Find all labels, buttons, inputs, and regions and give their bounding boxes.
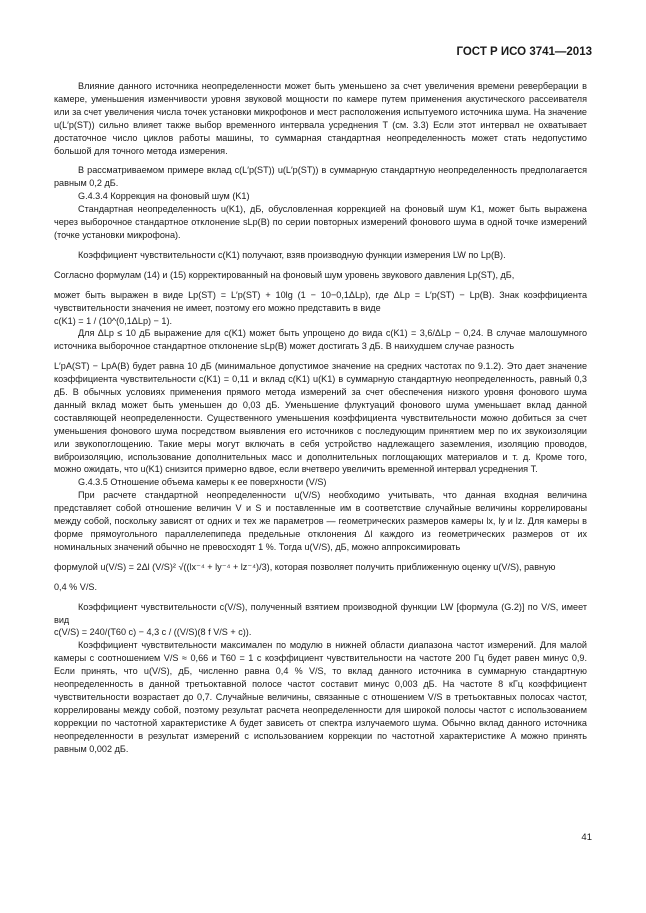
paragraph: Коэффициент чувствительности c(K1) получают, взяв производную функции измерения LW по Lp(B). <box>78 249 506 260</box>
formula: c(V/S) = 240/(T60 c) − 4,3 c / ((V/S)(8 f V/S + c)). <box>54 627 252 638</box>
section-heading: G.4.3.5 Отношение объема камеры к ее поверхности (V/S) <box>78 477 327 488</box>
formula-paragraph: формулой u(V/S) = 2Δl (V/S)² √((lx⁻⁴ + ly⁻⁴ + lz⁻⁴)/3), которая позволяет получить приближенную оценку u(V/S), равную <box>54 561 556 572</box>
paragraph: В рассматриваемом примере вклад c(L′p(ST)) u(L′p(ST)) в суммарную стандартную неопределенность предполагается равным 0,2 дБ. <box>54 165 587 189</box>
paragraph: Согласно формулам (14) и (15) корректированный на фоновый шум уровень звукового давления Lp(ST), дБ, <box>54 269 515 280</box>
formula: c(K1) = 1 / (10^(0,1ΔLp) − 1). <box>54 315 173 326</box>
section-heading: G.4.3.4 Коррекция на фоновый шум (K1) <box>78 191 250 202</box>
paragraph: Коэффициент чувствительности максимален по модулю в нижней области диапазона частот измерений. Для малой камеры с соотношением V/S ≈ 0,66 и T60 = 1 с коэффициент чувствительности на частоте 200 Гц будет равен минус 0,9. Если принять, что u(V/S), дБ, численно равна 0,4 % V/S, то вклад данного источника в суммарную стандартную неопределенность в данной третьоктавной полосе частот составит минус 0,003 дБ. На частоте 8 кГц коэффициент чувствительности возрастает до 0,7. Случайные величины, связанные с отношением V/S в третьоктавных полосах частот, коррелированы между собой, поэтому результат расчета неопределенности для широкой полосы частот с использованием коррекции по частотной характеристике A будет зависеть от спектра излучаемого шума. Обычно вклад данного источника неопределенности в результат измерений с использованием коррекции по частотной характеристике A можно принять равным 0,002 дБ. <box>54 640 587 754</box>
paragraph: Коэффициент чувствительности c(V/S), полученный взятием производной функции LW [формула (G.2)] по V/S, имеет вид <box>54 601 587 625</box>
paragraph: L′pA(ST) − LpA(B) будет равна 10 дБ (минимальное допустимое значение на средних частотах по 9.1.2). Это дает значение коэффициента чувствительности c(K1) = 0,11 и вклад c(K1) u(K1) в суммарную стандартную неопределенность, равный 0,3 дБ. В обычных условиях применения прямого метода измерений за счет обеспечения низкого уровня фонового шума данный вклад может быть уменьшен до 0,03 дБ. Уменьшение флуктуаций фонового шума уменьшает вклад данной составляющей неопределенности. Существенного уменьшения коэффициента чувствительности можно добиться за счет уменьшения фонового шума посредством выявления его источников с последующим принятием мер по их звукоизоляции или звукопоглощению. Такие меры могут включать в себя устройство надлежащего заземления, изоляцию проводов, виброизоляцию, использование дополнительных масс и дополнительных поглощающих материалов и т. д. Кроме того, можно ожидать, что u(K1) снизится примерно вдвое, если вчетверо увеличить временной интервал усреднения T. <box>54 361 587 475</box>
paragraph: Влияние данного источника неопределенности может быть уменьшено за счет увеличения времени реверберации в камере, уменьшения изменчивости уровня звуковой мощности по камере путем применения акустического рассеивателя или за счет увеличения числа точек установки микрофонов и мест расположения испытуемого источника шума. На значение u(L′p(ST)) сильно влияет также выбор временного интервала усреднения T (см. 3.3) Если этот интервал не охватывает достаточное число циклов работы машины, то суммарная стандартная неопределенность может стать недопустимо большой для точного метода измерения. <box>54 81 587 156</box>
document-header: ГОСТ Р ИСО 3741—2013 <box>456 46 592 58</box>
paragraph: 0,4 % V/S. <box>54 581 97 592</box>
paragraph: может быть выражен в виде Lp(ST) = L′p(ST) + 10lg (1 − 10−0,1ΔLp), где ΔLp = L′p(ST) − Lp(B). Знак коэффициента чувствительности значения не имеет, поэтому его можно представить в виде <box>54 289 587 313</box>
paragraph: Стандартная неопределенность u(K1), дБ, обусловленная коррекцией на фоновый шум K1, может быть выражена через выборочное стандартное отклонение sLp(B) по серии повторных измерений фонового шума в одной точке измерений (точке установки микрофона). <box>54 204 587 240</box>
paragraph: При расчете стандартной неопределенности u(V/S) необходимо учитывать, что данная входная величина представляет собой отношение величин V и S и поставленные им в соответствие случайные величины коррелированы между собой, поскольку зависят от одних и тех же параметров — геометрических размеров камеры lx, ly и lz. Для камеры в форме прямоугольного параллелепипеда предельные отклонения Δl каждого из геометрических размеров от их номинальных значений обычно не превосходят 1 %. Тогда u(V/S), дБ, можно аппроксимировать <box>54 490 587 552</box>
page-number: 41 <box>581 832 592 843</box>
document-body <box>54 80 587 756</box>
paragraph: Для ΔLp ≤ 10 дБ выражение для c(K1) может быть упрощено до вида c(K1) = 3,6/ΔLp − 0,24. В случае малошумного источника выборочное стандартное отклонение sLp(B) может достигать 3 дБ. В наихудшем случае разность <box>54 328 587 352</box>
